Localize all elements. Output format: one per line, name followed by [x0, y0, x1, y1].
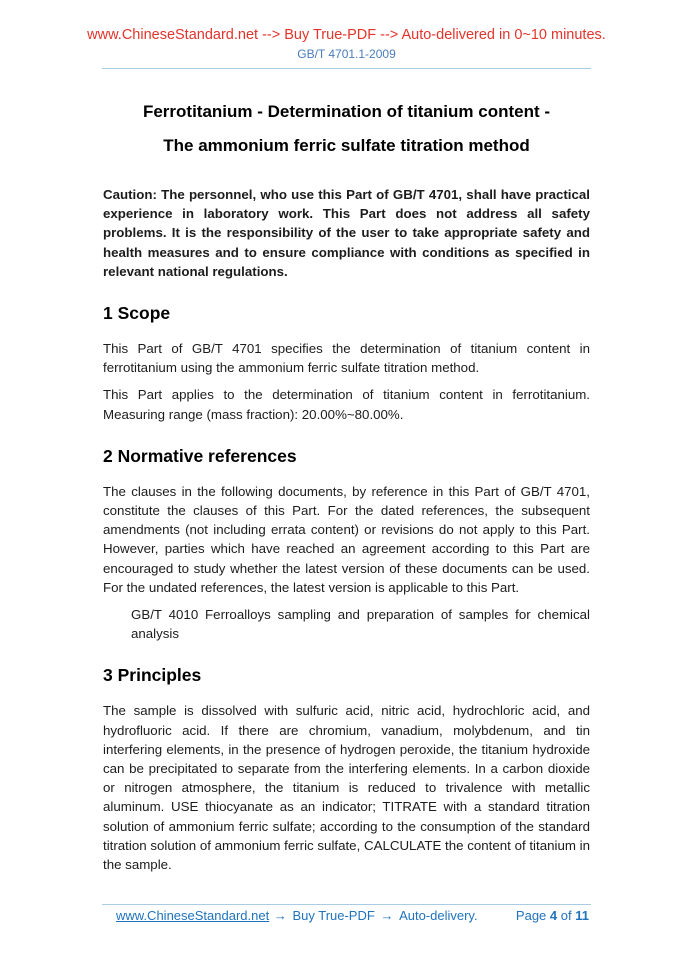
caution-paragraph: Caution: The personnel, who use this Part of GB/T 4701, shall have practical experience in laboratory work. This Part does not address all safety problems. It is the responsibility of the user to take appropriate safety and health measures and to ensure compliance with conditions as specified in relevant national regulations. [103, 187, 590, 279]
page-label: Page [515, 908, 547, 923]
footer-rule [102, 904, 591, 905]
standard-number: GB/T 4701.1-2009 [297, 47, 396, 61]
promo-banner-link[interactable]: www.ChineseStandard.net --> Buy True-PDF --> Auto-delivered in 0~10 minutes. [87, 27, 606, 43]
footer-arrow-icon: → [273, 908, 287, 923]
title-line-1: Ferrotitanium - Determination of titanium content - [142, 102, 551, 121]
page-total: 11 [575, 908, 589, 923]
title-line-2: The ammonium ferric sulfate titration method [163, 136, 530, 155]
page-of-label: of [560, 908, 572, 923]
page-footer [0, 904, 693, 923]
principles-paragraph: The sample is dissolved with sulfuric acid, nitric acid, hydrochloric acid, and hydrofluoric acid. If there are chromium, vanadium, molybdenum, and tin interfering elements, in the presence of hydrogen peroxide, the titanium hydroxide can be precipitated to separate from the interfering elements. In a carbon dioxide or nitrogen atmosphere, the titanium is reduced to trivalence with metallic aluminum. USE thiocyanate as an indicator; TITRATE with a standard titration solution of ammonium ferric sulfate; according to the consumption of the standard titration solution of ammonium ferric sulfate, CALCULATE the content of titanium in the sample. [103, 703, 590, 873]
footer-arrow-icon: → [380, 908, 394, 923]
document-body [103, 95, 590, 874]
section-heading-principles: 3 Principles [103, 665, 202, 686]
page-indicator [516, 908, 589, 923]
footer-promo [116, 908, 479, 923]
normative-references-paragraph: The clauses in the following documents, by reference in this Part of GB/T 4701, constitute the clauses of this Part. For the dated references, the subsequent amendments (not including errata content) or revisions do not apply to this Part. However, parties which have reached an agreement according to this Part are encouraged to study whether the latest version of these documents can be used. For the undated references, the latest version is applicable to this Part. [103, 483, 590, 595]
scope-paragraph-2: This Part applies to the determination of titanium content in ferrotitanium. Measuring range (mass fraction): 20.00%~80.00%. [103, 387, 590, 422]
scope-paragraph-1: This Part of GB/T 4701 specifies the determination of titanium content in ferrotitanium using the ammonium ferric sulfate titration method. [103, 341, 590, 376]
normative-reference-item: GB/T 4010 Ferroalloys sampling and preparation of samples for chemical analysis [131, 607, 590, 642]
footer-site-link[interactable]: www.ChineseStandard.net [116, 908, 270, 923]
footer-row [102, 908, 591, 923]
footer-buy-label: Buy True-PDF [292, 908, 375, 923]
document-title [103, 95, 590, 163]
page-current: 4 [549, 908, 558, 923]
footer-delivery-label: Auto-delivery. [399, 908, 478, 923]
header-rule [102, 68, 591, 69]
section-heading-normative-references: 2 Normative references [103, 445, 297, 466]
section-heading-scope: 1 Scope [103, 303, 171, 324]
